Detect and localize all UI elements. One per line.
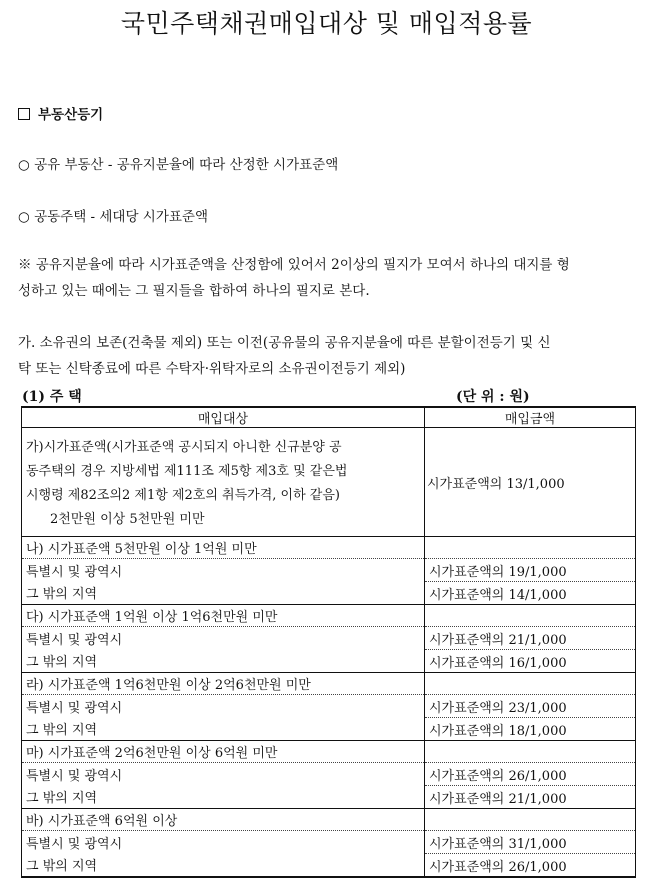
amount-cell: 시가표준액의 26/1,000 [429,859,567,875]
table-row [22,718,636,741]
target-line: 가)시가표준액(시가표준액 공시되지 아니한 신규분양 공 [26,440,342,455]
region-cell: 특별시 및 광역시 [22,763,425,786]
table-row [22,559,636,582]
region-cell: 그 밖의 지역 [22,854,425,878]
item-apartment: ○ 공동주택 - 세대당 시가표준액 [18,209,208,225]
page-title: 국민주택채권매입대상 및 매입적용률 [120,9,533,38]
amount-cell: 시가표준액의 21/1,000 [425,627,636,650]
region-cell: 특별시 및 광역시 [22,831,425,854]
amount-cell: 시가표준액의 19/1,000 [425,559,636,582]
group-heading-row [22,741,636,763]
group-heading-row [22,537,636,559]
section-heading [18,103,103,123]
amount-cell: 시가표준액의 23/1,000 [425,695,636,718]
note-line: ※ 공유지분율에 따라 시가표준액을 산정함에 있어서 2이상의 필지가 모여서 하나의 대지를 형 [18,257,570,273]
group-heading: 바) 시가표준액 6억원 이상 [22,809,425,831]
group-heading: 라) 시가표준액 1억6천만원 이상 2억6천만원 미만 [22,673,425,695]
amount-cell: 시가표준액의 16/1,000 [425,650,636,673]
table-row [22,650,636,673]
target-line: 동주택의 경우 지방세법 제111조 제5항 제3호 및 같은법 [26,464,348,479]
table-row [22,627,636,650]
purchase-rate-table [21,406,636,878]
table-row [22,763,636,786]
region-cell: 그 밖의 지역 [22,786,425,809]
table-row [22,854,636,878]
scope-paragraph [18,330,638,382]
header-target: 매입대상 [22,407,425,428]
scope-line: 탁 또는 신탁종료에 따른 수탁자·위탁자로의 소유권이전등기 제외) [18,361,406,377]
amount-cell: 시가표준액의 18/1,000 [425,718,636,741]
note-line: 성하고 있는 때에는 그 필지들을 합하여 하나의 필지로 본다. [18,283,370,299]
scope-line: 가. 소유권의 보존(건축물 제외) 또는 이전(공유물의 공유지분율에 따른 분할이전등기 및 신 [18,335,551,351]
note-paragraph [18,252,638,304]
target-line: 2천만원 이상 5천만원 미만 [50,512,205,527]
group-heading-row [22,673,636,695]
region-cell: 특별시 및 광역시 [22,627,425,650]
region-cell: 특별시 및 광역시 [22,695,425,718]
amount-cell: 시가표준액의 26/1,000 [425,763,636,786]
region-cell: 그 밖의 지역 [22,650,425,673]
target-cell [22,428,425,537]
group-heading-row [22,605,636,627]
group-heading: 마) 시가표준액 2억6천만원 이상 6억원 미만 [22,741,425,763]
table-row [22,695,636,718]
amount-cell: 시가표준액의 31/1,000 [425,831,636,854]
region-cell: 특별시 및 광역시 [22,559,425,582]
table-row [22,831,636,854]
group-heading: 나) 시가표준액 5천만원 이상 1억원 미만 [22,537,425,559]
item-shared-property: ○ 공유 부동산 - 공유지분율에 따라 산정한 시가표준액 [18,157,339,173]
region-cell: 그 밖의 지역 [22,718,425,741]
table-row [22,786,636,809]
amount-cell: 시가표준액의 21/1,000 [425,786,636,809]
section-heading-text: 부동산등기 [38,107,104,123]
amount-cell: 시가표준액의 13/1,000 [425,428,636,537]
group-heading: 다) 시가표준액 1억원 이상 1억6천만원 미만 [22,605,425,627]
header-amount: 매입금액 [425,407,636,428]
table-label: (1) 주 택 [22,389,82,405]
unit-label: (단 위 : 원) [456,389,530,405]
target-line: 시행령 제82조의2 제1항 제2호의 취득가격, 이하 같음) [26,488,340,503]
table-row [22,428,636,537]
region-cell: 그 밖의 지역 [22,582,425,605]
amount-cell: 시가표준액의 14/1,000 [425,582,636,605]
table-header-row [22,407,636,428]
group-heading-row [22,809,636,831]
checkbox-square-icon [18,108,30,120]
table-row [22,582,636,605]
